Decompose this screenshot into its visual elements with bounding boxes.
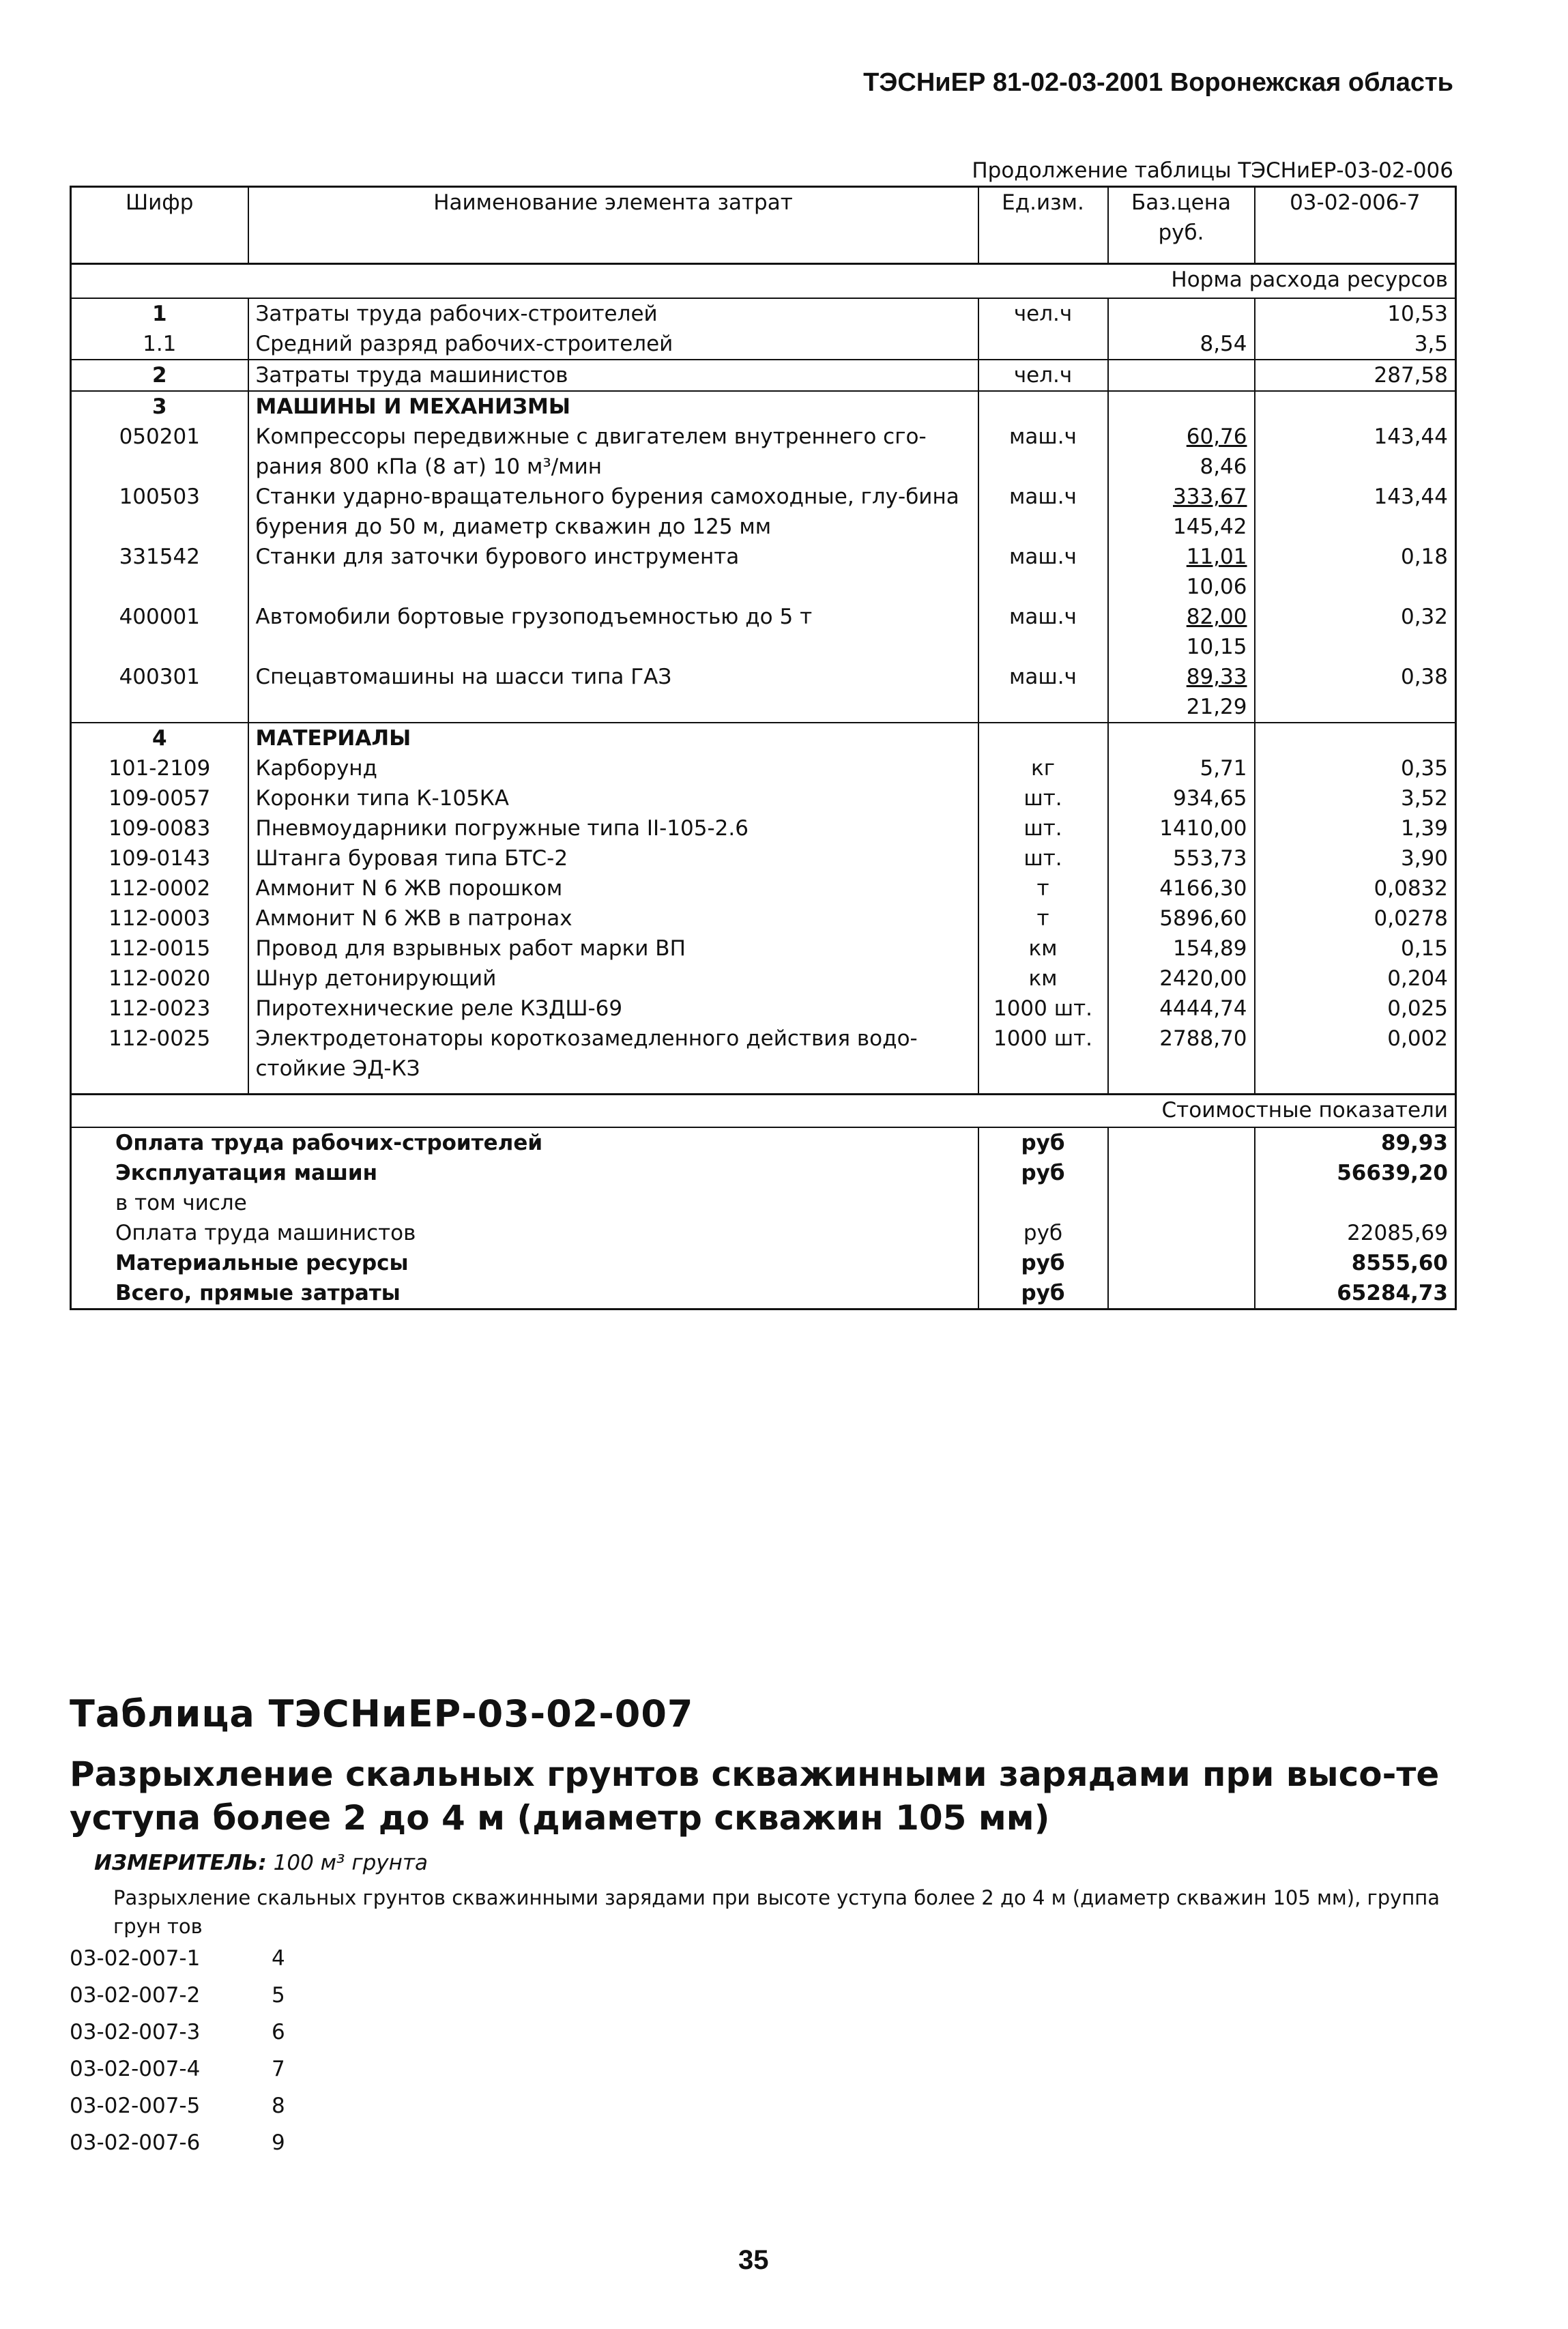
- table-row: 109-0057 Коронки типа К-105КА шт. 934,65 3,52: [71, 783, 1456, 813]
- norm-label: Норма расхода ресурсов: [1108, 264, 1456, 299]
- table-header-row: [71, 187, 1456, 264]
- table-row: 112-0003 Аммонит N 6 ЖВ в патронах т 5896,60 0,0278: [71, 903, 1456, 934]
- list-item: 03-02-007-5 8: [70, 2094, 285, 2118]
- document-header: ТЭСНиЕР 81-02-03-2001 Воронежская область: [863, 68, 1453, 97]
- table-row: 2 Затраты труда машинистов чел.ч 287,58: [71, 360, 1456, 391]
- column-unit-header: Ед.изм.: [978, 187, 1108, 264]
- next-table-title: Таблица ТЭСНиЕР-03-02-007: [70, 1692, 694, 1735]
- section-row-machines: 3 МАШИНЫ И МЕХАНИЗМЫ: [71, 391, 1456, 422]
- next-table-subtitle: Разрыхление скальных грунтов скважинными зарядами при высо-те уступа более 2 до 4 м (диаметр скважин 105 мм): [70, 1754, 1440, 1838]
- column-price-header: Баз.цена руб.: [1108, 187, 1255, 264]
- page-number: 35: [738, 2245, 769, 2275]
- cost-row: Оплата труда машинистов руб 22085,69: [71, 1218, 1456, 1248]
- table-row: 112-0015 Провод для взрывных работ марки ВП км 154,89 0,15: [71, 934, 1456, 964]
- code-list: [70, 1946, 285, 2167]
- table-row: 1.1 Средний разряд рабочих-строителей 8,54 3,5: [71, 329, 1456, 360]
- table-row: 101-2109 Карборунд кг 5,71 0,35: [71, 753, 1456, 783]
- list-item: 03-02-007-3 6: [70, 2020, 285, 2044]
- table-row: 400301 Спецавтомашины на шасси типа ГАЗ маш.ч 89,33 21,29 0,38: [71, 662, 1456, 723]
- norm-label-row: [71, 264, 1456, 299]
- column-name-header: Наименование элемента затрат: [248, 187, 978, 264]
- table-row: 112-0025 Электродетонаторы короткозамедленного действия водо-стойкие ЭД-КЗ 1000 шт. 2788,70 0,002: [71, 1024, 1456, 1084]
- table-row: 112-0020 Шнур детонирующий км 2420,00 0,204: [71, 964, 1456, 994]
- list-item: 03-02-007-4 7: [70, 2057, 285, 2081]
- column-code-header: Шифр: [71, 187, 248, 264]
- table-row: 331542 Станки для заточки бурового инструмента маш.ч 11,01 10,06 0,18: [71, 542, 1456, 602]
- table-continuation-label: Продолжение таблицы ТЭСНиЕР-03-02-006: [972, 158, 1453, 183]
- cost-row: Всего, прямые затраты руб 65284,73: [71, 1278, 1456, 1310]
- table-row: 400001 Автомобили бортовые грузоподъемностью до 5 т маш.ч 82,00 10,15 0,32: [71, 602, 1456, 662]
- table-row: 100503 Станки ударно-вращательного бурения самоходные, глу-бина бурения до 50 м, диаметр скважин до 125 мм маш.ч 333,67 145,42 143,44: [71, 482, 1456, 542]
- measure-value: 100 м³ грунта: [273, 1851, 428, 1875]
- list-item: 03-02-007-1 4: [70, 1946, 285, 1971]
- cost-label-row: [71, 1095, 1456, 1128]
- column-value-header: 03-02-006-7: [1255, 187, 1456, 264]
- cost-row: Эксплуатация машин руб 56639,20: [71, 1158, 1456, 1188]
- table-row: 112-0023 Пиротехнические реле КЗДШ-69 1000 шт. 4444,74 0,025: [71, 994, 1456, 1024]
- table-row: 112-0002 Аммонит N 6 ЖВ порошком т 4166,30 0,0832: [71, 873, 1456, 903]
- cost-row: в том числе: [71, 1188, 1456, 1218]
- list-item: 03-02-007-2 5: [70, 1983, 285, 2008]
- cost-row: Оплата труда рабочих-строителей руб 89,93: [71, 1127, 1456, 1158]
- table-row: 109-0143 Штанга буровая типа БТС-2 шт. 553,73 3,90: [71, 843, 1456, 873]
- cost-label: Стоимостные показатели: [1108, 1095, 1456, 1128]
- resource-table: [70, 186, 1457, 1310]
- measure-line: [94, 1851, 428, 1875]
- table-row: 050201 Компрессоры передвижные с двигателем внутреннего сго-рания 800 кПа (8 ат) 10 м³/мин маш.ч 60,76 8,46 143,44: [71, 422, 1456, 482]
- cost-row: Материальные ресурсы руб 8555,60: [71, 1248, 1456, 1278]
- table-row: 109-0083 Пневмоударники погружные типа II-105-2.6 шт. 1410,00 1,39: [71, 813, 1456, 843]
- table-row: 1 Затраты труда рабочих-строителей чел.ч 10,53: [71, 298, 1456, 329]
- list-item: 03-02-007-6 9: [70, 2130, 285, 2155]
- section-row-materials: 4 МАТЕРИАЛЫ: [71, 723, 1456, 753]
- measure-label: ИЗМЕРИТЕЛЬ:: [94, 1851, 267, 1875]
- next-table-description: Разрыхление скальных грунтов скважинными зарядами при высоте уступа более 2 до 4 м (диаметр скважин 105 мм), группа грун тов: [113, 1886, 1440, 1938]
